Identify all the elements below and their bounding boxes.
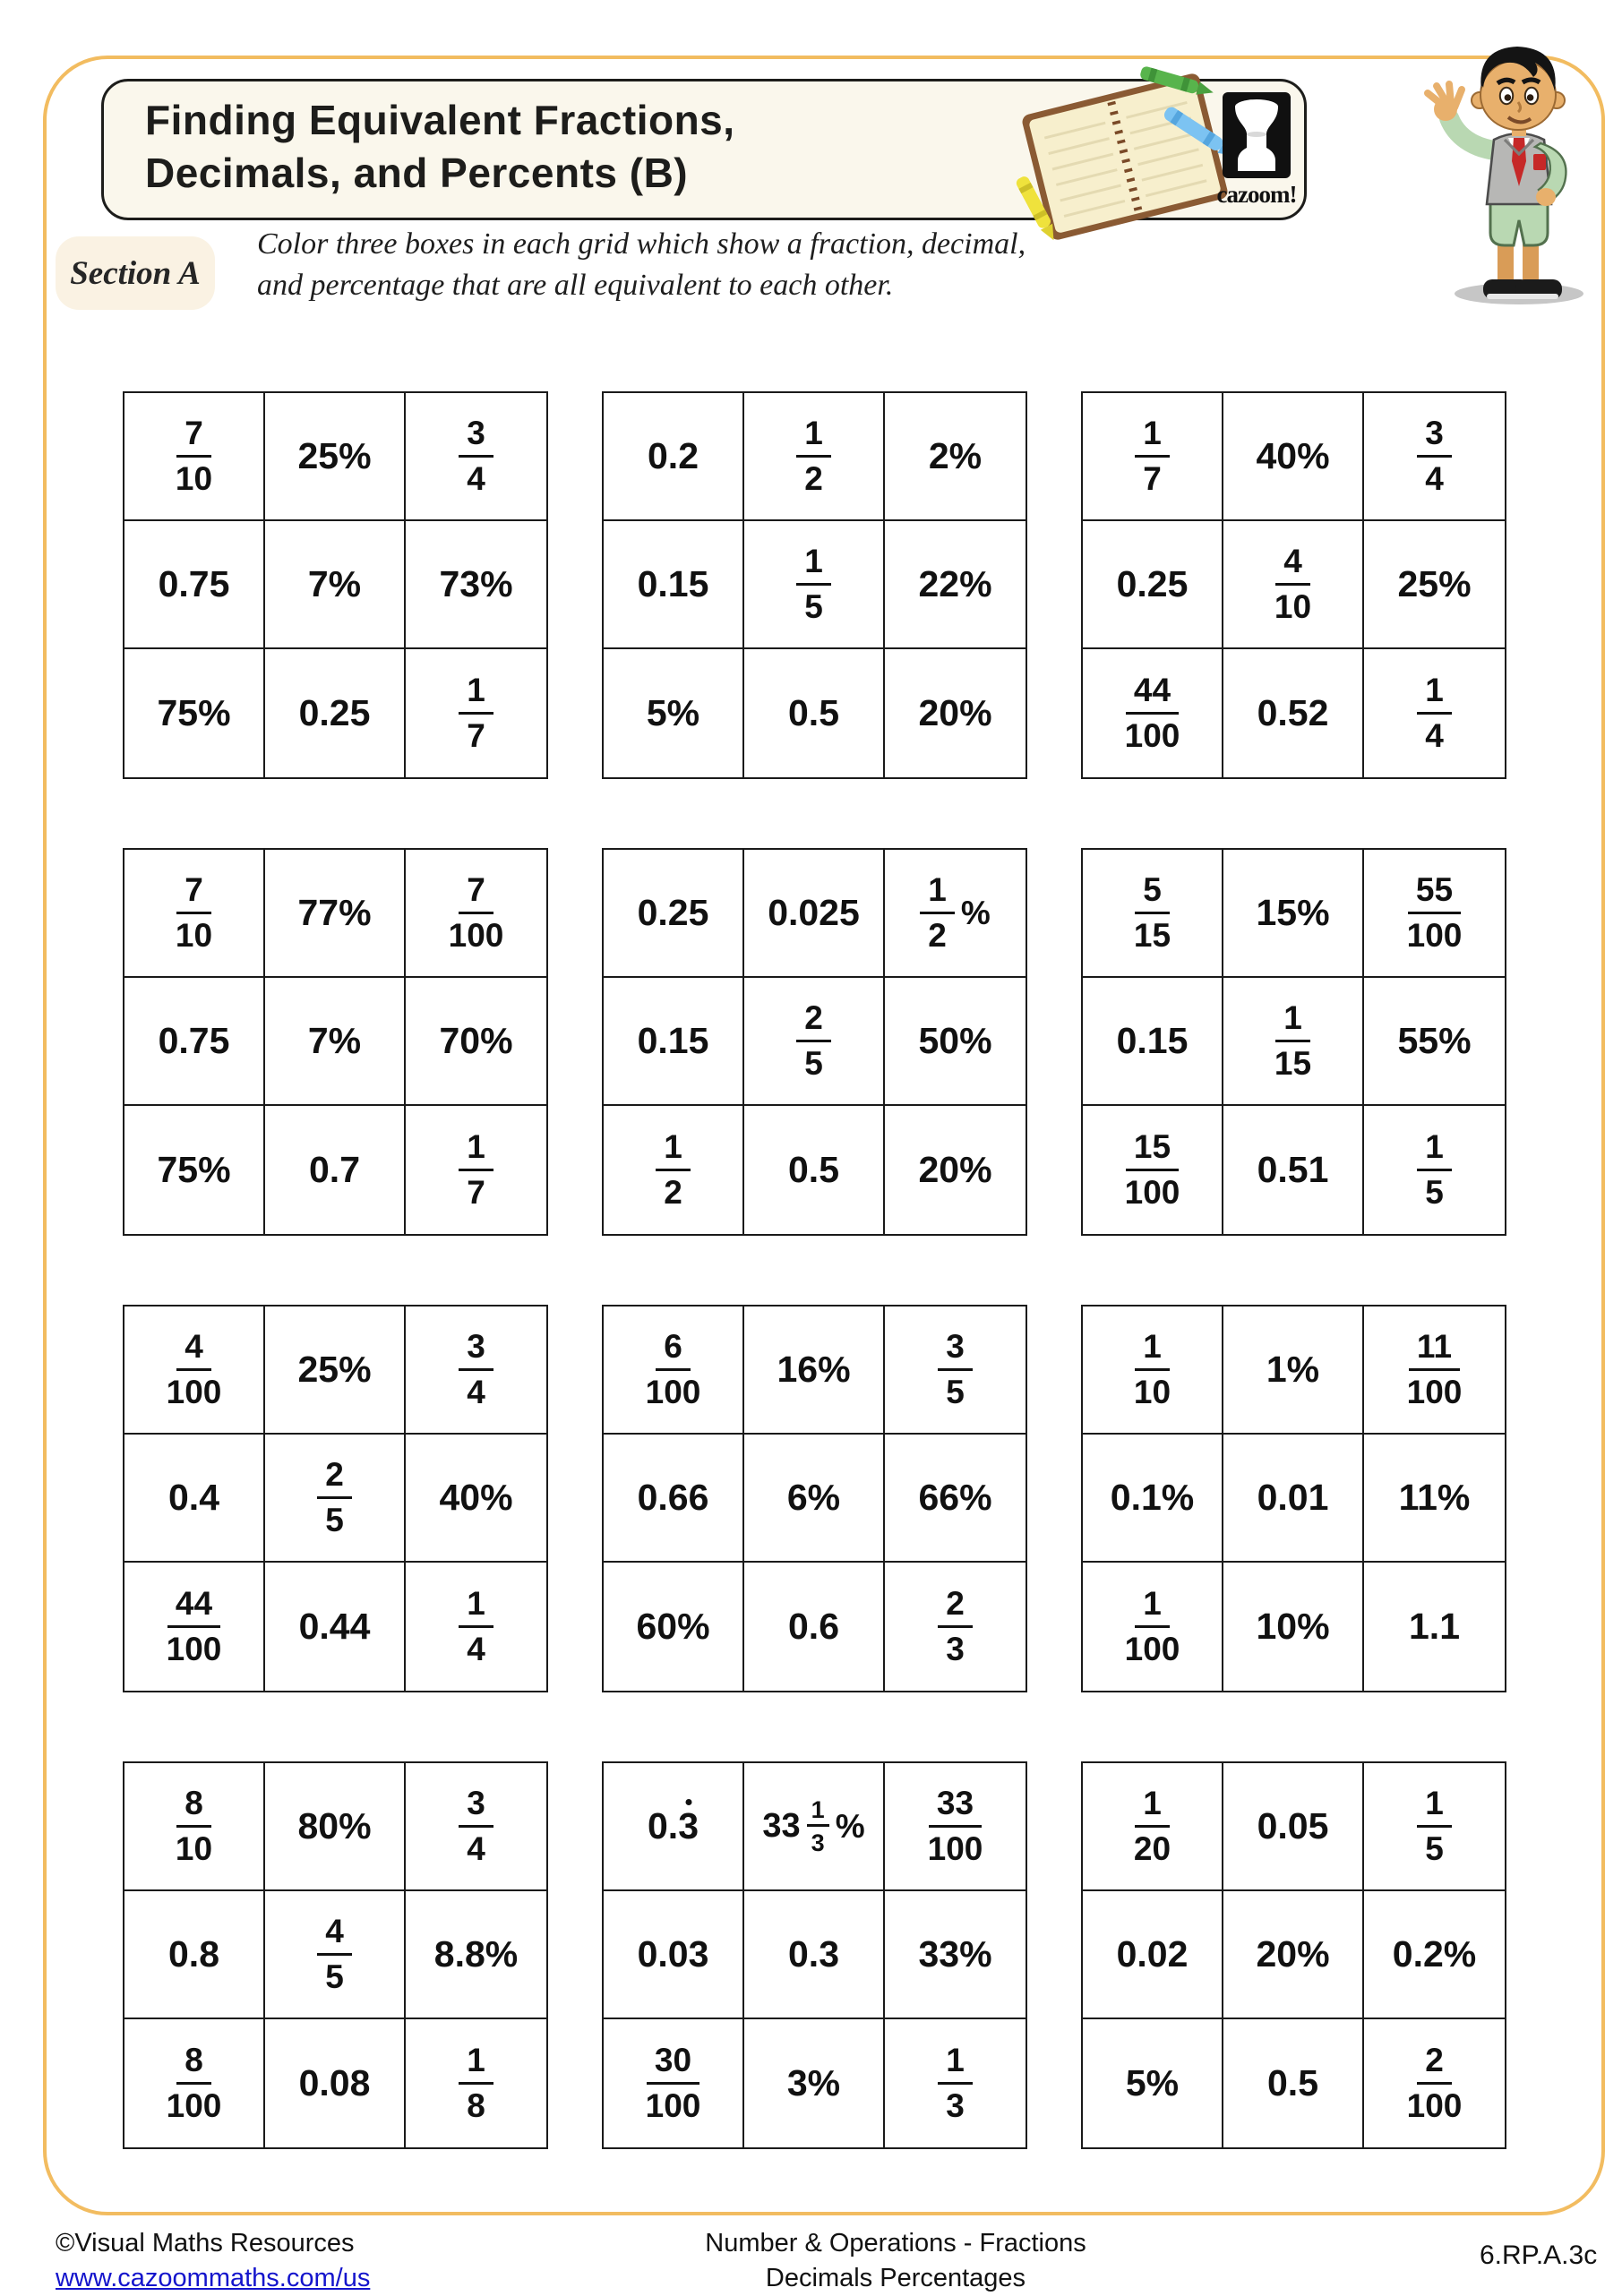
fraction: $\frac{1}{4}$	[459, 1586, 493, 1667]
title-line-2: Decimals, and Percents (B)	[145, 149, 689, 196]
footer-left	[56, 2226, 370, 2296]
grid-8-cell-5[interactable]	[744, 1435, 885, 1563]
grid-11-cell-3[interactable]	[885, 1763, 1026, 1891]
grid-12-cell-9[interactable]	[1364, 2019, 1505, 2147]
cell-value	[1274, 1000, 1311, 1082]
cell-value: 0.52	[1257, 692, 1329, 733]
fraction: $\frac{44}{100}$	[166, 1585, 222, 1667]
cell-value	[796, 416, 831, 497]
grid-5-cell-7[interactable]	[604, 1106, 744, 1234]
grid-10-cell-7[interactable]	[124, 2019, 265, 2147]
grid-11	[602, 1761, 1027, 2149]
fraction: $\frac{1}{8}$	[459, 2043, 493, 2124]
grid-2-cell-7[interactable]	[604, 649, 744, 777]
fraction: $\frac{3}{4}$	[459, 1329, 493, 1410]
fraction: $\frac{1}{5}$	[1417, 1129, 1452, 1211]
grid-3	[1081, 391, 1506, 779]
cell-value: 16%	[777, 1349, 851, 1390]
grid-7-cell-3[interactable]	[406, 1306, 546, 1435]
grid-4-cell-7[interactable]	[124, 1106, 265, 1234]
grid-10-cell-4[interactable]	[124, 1891, 265, 2019]
grid-3-cell-9[interactable]	[1364, 649, 1505, 777]
cell-value	[459, 416, 493, 497]
cell-value: 55%	[1397, 1020, 1472, 1061]
footer-topic-line-1: Number & Operations - Fractions	[705, 2229, 1086, 2257]
cell-value: 70%	[439, 1020, 513, 1061]
grid-6-cell-6[interactable]	[1364, 978, 1505, 1106]
fraction: $\frac{1}{5}$	[796, 544, 831, 625]
cell-value	[459, 1329, 493, 1410]
grid-12-cell-7[interactable]	[1083, 2019, 1223, 2147]
title-line-1: Finding Equivalent Fractions,	[145, 97, 735, 143]
cell-value: 25%	[297, 435, 372, 476]
fraction: $\frac{3}{4}$	[459, 416, 493, 497]
grid-5-cell-1[interactable]	[604, 850, 744, 978]
grid-8-cell-9[interactable]	[885, 1563, 1026, 1691]
grid-4	[123, 848, 548, 1236]
grid-7-cell-4[interactable]	[124, 1435, 265, 1563]
section-a-label: Section A	[56, 236, 215, 310]
cell-value: 0.01	[1257, 1477, 1329, 1518]
cell-value: 0.05	[1257, 1805, 1329, 1846]
fraction: $\frac{1}{3}$	[807, 1797, 829, 1856]
grid-3-cell-8[interactable]	[1223, 649, 1364, 777]
grid-2-cell-8[interactable]	[744, 649, 885, 777]
grid-4-cell-3[interactable]	[406, 850, 546, 978]
grid-9-cell-2[interactable]	[1223, 1306, 1364, 1435]
cell-value	[167, 1586, 222, 1667]
cell-value: 33%	[918, 1933, 992, 1975]
notebook-icon	[1021, 72, 1230, 241]
grid-8-cell-3[interactable]	[885, 1306, 1026, 1435]
fraction: $\frac{2}{5}$	[796, 1000, 831, 1082]
grid-3-cell-5[interactable]	[1223, 521, 1364, 649]
grid-11-cell-2[interactable]	[744, 1763, 885, 1891]
grid-7-cell-8[interactable]	[265, 1563, 406, 1691]
grid-7-cell-9[interactable]	[406, 1563, 546, 1691]
cell-value	[1417, 416, 1452, 497]
fraction: $\frac{2}{5}$	[317, 1457, 352, 1538]
cell-value: 60%	[636, 1606, 710, 1647]
cell-value	[1125, 673, 1180, 754]
cell-value: 0.25	[637, 892, 709, 933]
fraction: $\frac{1}{2}$	[920, 872, 955, 954]
grid-5-cell-4[interactable]	[604, 978, 744, 1106]
fraction: $\frac{1}{15}$	[1274, 999, 1312, 1082]
grid-3-cell-2[interactable]	[1223, 393, 1364, 521]
cell-value: 0.7	[309, 1149, 360, 1190]
cell-value	[1417, 1786, 1452, 1867]
cell-value	[317, 1457, 352, 1538]
cell-value: 3%	[786, 2062, 841, 2103]
grid-11-cell-5[interactable]	[744, 1891, 885, 2019]
instructions-line-1: Color three boxes in each grid which show a fraction, decimal,	[257, 227, 1026, 261]
cell-value: 40%	[439, 1477, 513, 1518]
cell-value: 0.15	[1116, 1020, 1189, 1061]
grid-5-cell-8[interactable]	[744, 1106, 885, 1234]
cell-value: 25%	[1397, 563, 1472, 604]
cell-value	[1274, 544, 1311, 625]
cell-value: 20%	[918, 692, 992, 733]
cell-value: 77%	[297, 892, 372, 933]
grid-4-cell-8[interactable]	[265, 1106, 406, 1234]
cell-value	[928, 1786, 983, 1867]
grid-10-cell-2[interactable]	[265, 1763, 406, 1891]
fraction: $\frac{1}{7}$	[1135, 416, 1170, 497]
cell-value: 22%	[918, 563, 992, 604]
cell-value	[317, 1914, 352, 1995]
cell-value: 0.15	[637, 563, 709, 604]
cell-value: 0.1%	[1110, 1477, 1195, 1518]
grid-10-cell-8[interactable]	[265, 2019, 406, 2147]
cell-value	[167, 2043, 222, 2124]
fraction: $\frac{3}{5}$	[938, 1329, 973, 1410]
grid-2-cell-4[interactable]	[604, 521, 744, 649]
cell-value: 6%	[786, 1477, 841, 1518]
grid-1-cell-3[interactable]	[406, 393, 546, 521]
fraction: $\frac{5}{15}$	[1133, 871, 1171, 954]
fraction: $\frac{1}{20}$	[1133, 1785, 1171, 1867]
fraction: $\frac{1}{2}$	[796, 416, 831, 497]
grid-1-cell-8[interactable]	[265, 649, 406, 777]
cell-value: 0.25	[298, 692, 371, 733]
cell-value: 0.5	[1267, 2062, 1318, 2103]
cell-value: 2%	[928, 435, 983, 476]
cell-value: 0.66	[637, 1477, 709, 1518]
grid-1	[123, 391, 548, 779]
cell-value: 0.2%	[1392, 1933, 1477, 1975]
cell-value	[1125, 1586, 1180, 1667]
fraction: $\frac{6}{100}$	[645, 1328, 701, 1410]
grid-7	[123, 1305, 548, 1692]
fraction: $\frac{1}{4}$	[1417, 673, 1452, 754]
cell-value: 0.4	[168, 1477, 219, 1518]
fraction: $\frac{15}{100}$	[1124, 1128, 1180, 1211]
grid-8-cell-7[interactable]	[604, 1563, 744, 1691]
footer-center	[705, 2226, 1086, 2296]
cell-value: 0.03	[637, 1933, 709, 1975]
cell-value	[449, 872, 504, 954]
grid-6-cell-9[interactable]	[1364, 1106, 1505, 1234]
fraction: $\frac{1}{5}$	[1417, 1786, 1452, 1867]
cell-value: 75%	[157, 1149, 231, 1190]
grid-2-cell-9[interactable]	[885, 649, 1026, 777]
instructions-line-2: and percentage that are all equivalent to each other.	[257, 268, 894, 302]
grid-9-cell-3[interactable]	[1364, 1306, 1505, 1435]
grid-3-cell-3[interactable]	[1364, 393, 1505, 521]
grid-4-cell-4[interactable]	[124, 978, 265, 1106]
fraction: $\frac{8}{100}$	[166, 2042, 222, 2124]
cell-value	[1407, 872, 1463, 954]
cell-value	[176, 416, 212, 497]
cell-value	[1134, 872, 1171, 954]
cell-value	[646, 1329, 701, 1410]
cell-value	[1407, 2043, 1463, 2124]
grid-6-cell-8[interactable]	[1223, 1106, 1364, 1234]
grid-11-cell-1[interactable]	[604, 1763, 744, 1891]
grid-10-cell-3[interactable]	[406, 1763, 546, 1891]
cell-value: 0.02	[1116, 1933, 1189, 1975]
cell-value: 25%	[297, 1349, 372, 1390]
cell-value: 0.44	[298, 1606, 371, 1647]
cell-value	[1134, 1329, 1171, 1410]
cell-value: 11%	[1398, 1477, 1471, 1518]
fraction: $\frac{7}{10}$	[175, 415, 213, 497]
cell-value	[459, 673, 493, 754]
grid-10	[123, 1761, 548, 2149]
cell-value: 0.3	[788, 1933, 839, 1975]
cell-value: 10%	[1256, 1606, 1330, 1647]
grid-12-cell-5[interactable]	[1223, 1891, 1364, 2019]
grid-1-cell-6[interactable]	[406, 521, 546, 649]
cell-value: 20%	[1256, 1933, 1330, 1975]
fraction: $\frac{44}{100}$	[1124, 672, 1180, 754]
cartoon-boy-illustration	[1404, 36, 1619, 304]
grid-11-cell-8[interactable]	[744, 2019, 885, 2147]
grid-11-cell-7[interactable]	[604, 2019, 744, 2147]
fraction: $\frac{1}{100}$	[1124, 1585, 1180, 1667]
cell-value: 15%	[1256, 892, 1330, 933]
cell-value	[796, 1000, 831, 1082]
footer-topic-line-2: Decimals Percentages	[765, 2264, 1026, 2293]
grid-6-cell-7[interactable]	[1083, 1106, 1223, 1234]
grid-5-cell-5[interactable]	[744, 978, 885, 1106]
cell-value: 0.25	[1116, 563, 1189, 604]
fraction: $\frac{1}{7}$	[459, 1129, 493, 1211]
cell-value	[1417, 1129, 1452, 1211]
grid-1-cell-5[interactable]	[265, 521, 406, 649]
grid-6	[1081, 848, 1506, 1236]
cazoom-drum-icon	[1223, 92, 1291, 183]
cell-value: 0.6	[788, 1606, 839, 1647]
fraction: $\frac{4}{100}$	[166, 1328, 222, 1410]
grid-12-cell-8[interactable]	[1223, 2019, 1364, 2147]
cell-value	[176, 872, 212, 954]
grid-9-cell-5[interactable]	[1223, 1435, 1364, 1563]
fraction: $\frac{7}{10}$	[175, 871, 213, 954]
cell-value: 7%	[307, 1020, 362, 1061]
grid-12-cell-3[interactable]	[1364, 1763, 1505, 1891]
grid-5-cell-2[interactable]	[744, 850, 885, 978]
grid-2-cell-6[interactable]	[885, 521, 1026, 649]
grid-9-cell-8[interactable]	[1223, 1563, 1364, 1691]
fraction: $\frac{8}{10}$	[175, 1785, 213, 1867]
grid-5-cell-3[interactable]	[885, 850, 1026, 978]
fraction: $\frac{11}{100}$	[1406, 1328, 1463, 1410]
grid-2-cell-2[interactable]	[744, 393, 885, 521]
cell-value	[1134, 1786, 1171, 1867]
instructions	[257, 224, 1026, 305]
cell-value: 0.75	[158, 1020, 230, 1061]
grid-12-cell-2[interactable]	[1223, 1763, 1364, 1891]
grid-5-cell-9[interactable]	[885, 1106, 1026, 1234]
cell-value: 80%	[297, 1805, 372, 1846]
cell-value: 66%	[918, 1477, 992, 1518]
cell-value	[796, 544, 831, 625]
cell-value	[656, 1129, 691, 1211]
grid-7-cell-5[interactable]	[265, 1435, 406, 1563]
grid-6-cell-4[interactable]	[1083, 978, 1223, 1106]
header	[101, 79, 1307, 220]
cell-value: 0.2	[648, 435, 699, 476]
cell-value: 0.8	[168, 1933, 219, 1975]
cell-value: 33 $\frac{1}{3}$ %	[762, 1795, 865, 1856]
grid-1-cell-1[interactable]	[124, 393, 265, 521]
grid-6-cell-3[interactable]	[1364, 850, 1505, 978]
cell-value: 0.51	[1257, 1149, 1329, 1190]
fraction: $\frac{1}{7}$	[459, 673, 493, 754]
cell-value	[938, 2043, 973, 2124]
grid-6-cell-1[interactable]	[1083, 850, 1223, 978]
grid-3-cell-4[interactable]	[1083, 521, 1223, 649]
cell-value: 8.8%	[433, 1933, 519, 1975]
grid-8-cell-2[interactable]	[744, 1306, 885, 1435]
grid-4-cell-1[interactable]	[124, 850, 265, 978]
grid-9-cell-1[interactable]	[1083, 1306, 1223, 1435]
grid-7-cell-7[interactable]	[124, 1563, 265, 1691]
grid-1-cell-2[interactable]	[265, 393, 406, 521]
cell-value: 0.15	[637, 1020, 709, 1061]
cazoom-logo-text: cazoom!	[1216, 181, 1297, 208]
grid-11-cell-4[interactable]	[604, 1891, 744, 2019]
grid-7-cell-6[interactable]	[406, 1435, 546, 1563]
cazoom-logo	[1207, 92, 1306, 209]
grid-3-cell-7[interactable]	[1083, 649, 1223, 777]
grid-2-cell-5[interactable]	[744, 521, 885, 649]
grid-12-cell-1[interactable]	[1083, 1763, 1223, 1891]
grid-5	[602, 848, 1027, 1236]
cell-value	[1417, 673, 1452, 754]
grid-2-cell-3[interactable]	[885, 393, 1026, 521]
cell-value	[938, 1586, 973, 1667]
grid-1-cell-4[interactable]	[124, 521, 265, 649]
fraction: $\frac{2}{3}$	[938, 1586, 973, 1667]
cell-value	[1135, 416, 1170, 497]
cell-value	[1407, 1329, 1463, 1410]
recurring-decimal: 0.3	[647, 1805, 699, 1846]
grid-6-cell-5[interactable]	[1223, 978, 1364, 1106]
grid-2	[602, 391, 1027, 779]
fraction: $\frac{1}{2}$	[656, 1129, 691, 1211]
grid-12	[1081, 1761, 1506, 2149]
grid-1-cell-7[interactable]	[124, 649, 265, 777]
grid-6-cell-2[interactable]	[1223, 850, 1364, 978]
grid-10-cell-9[interactable]	[406, 2019, 546, 2147]
cell-value: 0.5	[788, 1149, 839, 1190]
grid-12-cell-4[interactable]	[1083, 1891, 1223, 2019]
cell-value	[459, 1586, 493, 1667]
grid-7-cell-1[interactable]	[124, 1306, 265, 1435]
grid-11-cell-6[interactable]	[885, 1891, 1026, 2019]
cell-value: 1.1	[1409, 1606, 1460, 1647]
fraction: $\frac{4}{10}$	[1274, 543, 1312, 625]
grid-4-cell-6[interactable]	[406, 978, 546, 1106]
grid-7-cell-2[interactable]	[265, 1306, 406, 1435]
cell-value	[938, 1329, 973, 1410]
cell-value	[459, 1786, 493, 1867]
cell-value	[646, 2043, 701, 2124]
cell-value: 50%	[918, 1020, 992, 1061]
grid-9-cell-6[interactable]	[1364, 1435, 1505, 1563]
grid-1-cell-9[interactable]	[406, 649, 546, 777]
website-link[interactable]: www.cazoommaths.com/us	[56, 2264, 371, 2293]
cell-value: 0.08	[298, 2062, 371, 2103]
fraction: $\frac{3}{4}$	[1417, 416, 1452, 497]
grid-9-cell-9[interactable]	[1364, 1563, 1505, 1691]
cell-value	[459, 1129, 493, 1211]
cell-value: 73%	[439, 563, 513, 604]
copyright-text: ©Visual Maths Resources	[56, 2229, 355, 2257]
fraction: $\frac{1}{10}$	[1133, 1328, 1171, 1410]
cell-value	[167, 1329, 222, 1410]
grid-2-cell-1[interactable]	[604, 393, 744, 521]
grid-8-cell-4[interactable]	[604, 1435, 744, 1563]
grid-12-cell-6[interactable]	[1364, 1891, 1505, 2019]
fraction: $\frac{3}{4}$	[459, 1786, 493, 1867]
grid-4-cell-5[interactable]	[265, 978, 406, 1106]
grid-4-cell-2[interactable]	[265, 850, 406, 978]
grid-11-cell-9[interactable]	[885, 2019, 1026, 2147]
grid-10-cell-6[interactable]	[406, 1891, 546, 2019]
fraction: $\frac{4}{5}$	[317, 1914, 352, 1995]
grid-3-cell-1[interactable]	[1083, 393, 1223, 521]
cell-value: 0.025	[768, 892, 860, 933]
grid-10-cell-1[interactable]	[124, 1763, 265, 1891]
grid-9-cell-4[interactable]	[1083, 1435, 1223, 1563]
cell-value: 20%	[918, 1149, 992, 1190]
grid-8-cell-6[interactable]	[885, 1435, 1026, 1563]
fraction: $\frac{30}{100}$	[645, 2042, 701, 2124]
cell-value: 5%	[646, 692, 700, 733]
cell-value: 40%	[1256, 435, 1330, 476]
cell-value: 5%	[1125, 2062, 1180, 2103]
cell-value	[1125, 1129, 1180, 1211]
grid-10-cell-5[interactable]	[265, 1891, 406, 2019]
worksheet-title	[145, 94, 735, 200]
cell-value: 7%	[307, 563, 362, 604]
grid-9-cell-7[interactable]	[1083, 1563, 1223, 1691]
cell-value: 0.75	[158, 563, 230, 604]
grid-8-cell-1[interactable]	[604, 1306, 744, 1435]
grid-5-cell-6[interactable]	[885, 978, 1026, 1106]
cell-value	[648, 1805, 699, 1847]
grid-9	[1081, 1305, 1506, 1692]
fraction: $\frac{33}{100}$	[927, 1785, 983, 1867]
fraction: $\frac{1}{3}$	[938, 2043, 973, 2124]
cell-value: 75%	[157, 692, 231, 733]
standard-code: 6.RP.A.3c	[1480, 2240, 1598, 2270]
fraction: $\frac{7}{100}$	[448, 871, 504, 954]
grid-4-cell-9[interactable]	[406, 1106, 546, 1234]
fraction: $\frac{55}{100}$	[1406, 871, 1463, 954]
cell-value	[176, 1786, 212, 1867]
grid-8	[602, 1305, 1027, 1692]
grid-8-cell-8[interactable]	[744, 1563, 885, 1691]
fraction: $\frac{2}{100}$	[1406, 2042, 1463, 2124]
cell-value: $\frac{1}{2}$ %	[920, 872, 990, 954]
grid-3-cell-6[interactable]	[1364, 521, 1505, 649]
cell-value: 1%	[1266, 1349, 1320, 1390]
cell-value	[459, 2043, 493, 2124]
recurring-digit: 3	[678, 1805, 699, 1846]
cell-value: 0.5	[788, 692, 839, 733]
